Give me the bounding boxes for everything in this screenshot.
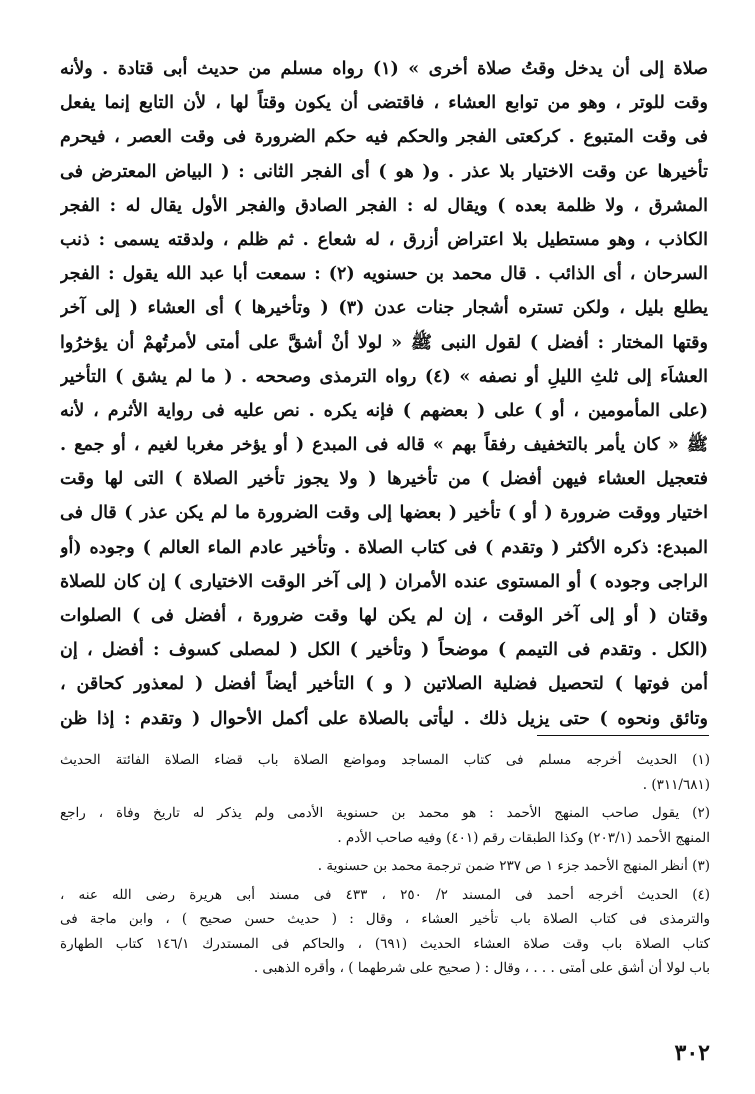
footnote-4: [60, 883, 710, 981]
footnote-3: [60, 854, 710, 879]
body-line: (على المأمومين ، أو ) على ( بعضهم ) فإنه يكره . نص عليه فى رواية الأثرم ، لأنه: [60, 400, 708, 421]
body-line: وقتان ( أو إلى آخر الوقت ، إن لم يكن لها وقت ضرورة ، أفضل فى ) الصلوات: [60, 606, 708, 626]
body-line: المشرق ، ولا ظلمة بعده ) ويقال له : الفجر الصادق والفجر الأول يقال له : الفجر: [60, 195, 708, 216]
footnote-line: (٤) الحديث أخرجه أحمد فى المسند ٢/ ٢٥٠ ، ٤٣٣ فى مسند أبى هريرة رضى الله عنه ،: [60, 886, 710, 903]
body-line: يطلع بليل ، ولكن تستره أشجار جنات عدن (٣) ( وتأخيرها ) أى العشاء ( إلى آخر: [60, 298, 708, 319]
footnote-line: (٣١١/٦٨١) .: [642, 776, 710, 793]
footnote-separator: [537, 735, 709, 736]
body-line: العشاَء إلى ثلثِ الليلِ أو نصفه » (٤) رواه الترمذى وصححه . ( ما لم يشق ) التأخير: [60, 366, 708, 387]
footnote-line: (٢) يقول صاحب المنهج الأحمد : هو محمد بن حسنوية الأدمى ولم يذكر له تاريخ وفاة ، راجع: [60, 805, 710, 821]
body-line: اختيار ووقت ضرورة ( أو ) تأخير ( بعضها إلى وقت الضرورة ما لم يكن عذر ) قال فى: [60, 503, 708, 524]
footnote-line: كتاب الصلاة باب وقت صلاة العشاء الحديث (٦٩١) ، والحاكم فى المستدرك ١٤٦/١ كتاب الطهارة: [60, 935, 710, 952]
body-line: الراجى وجوده ) أو المستوى عنده الأمران ( إلى آخر الوقت الاختيارى ) إن كان للصلاة: [60, 571, 708, 592]
body-line: أمن فوتها ) لتحصيل فضلية الصلاتين ( و ) التأخير أيضاً أفضل ( لمعذور كحاقن ،: [60, 674, 708, 695]
page-number: ٣٠٢: [674, 1040, 710, 1066]
body-line: وتائق ونحوه ) حتى يزيل ذلك . ليأتى بالصلاة على أكمل الأحوال ( وتقدم : إذا ظن: [60, 708, 708, 729]
main-text-block: [60, 52, 708, 736]
footnote-1: [60, 748, 710, 797]
body-line: تأخيرها عن وقت الاختيار بلا عذر . و( هو ) أى الفجر الثانى : ( البياض المعترض فى: [60, 161, 708, 182]
body-line: وقتها المختار : أفضل ) لقول النبى ﷺ « لولا أنْ أشقَّ على أمتى لأمرتُهمْ أن يؤخرُوا: [60, 332, 708, 353]
body-line: فتعجيل العشاء فيهن أفضل ) من تأخيرها ( ولا يجوز تأخير الصلاة ) التى لها وقت: [60, 469, 708, 490]
body-line: فى وقت المتبوع . كركعتى الفجر والحكم فيه حكم الضرورة فى وقت العصر ، فيحرم: [60, 127, 708, 148]
footnote-line: (٣) أنظر المنهج الأحمد جزء ١ ص ٢٣٧ ضمن ترجمة محمد بن حسنوية .: [317, 858, 710, 874]
footnote-line: المنهج الأحمد (٢٠٣/١) وكذا الطبقات رقم (٤٠١) وفيه صاحب الأدم .: [337, 829, 710, 846]
footnote-line: (١) الحديث أخرجه مسلم فى كتاب المساجد ومواضع الصلاة باب قضاء الصلاة الفائتة الحديث: [60, 752, 710, 768]
footnote-line: باب لولا أن أشق على أمتى . . . ، وقال : ( صحيح على شرطهما ) ، وأقره الذهبى .: [253, 960, 710, 976]
body-line: ﷺ « كان يأمر بالتخفيف رفقاً بهم » قاله فى المبدع ( أو يؤخر مغربا لغيم ، أو جمع .: [60, 435, 708, 456]
footnotes-block: [60, 748, 710, 981]
body-line: السرحان ، أى الذائب . قال محمد بن حسنويه (٢) : سمعت أبا عبد الله يقول : الفجر: [60, 264, 708, 285]
body-line: وقت للوتر ، وهو من توابع العشاء ، فاقتضى أن يكون وقتاً لها ، لأن التابع إنما يفعل: [60, 93, 708, 114]
footnote-line: والترمذى فى كتاب الصلاة باب تأخير العشاء ، وقال : ( حديث حسن صحيح ) ، وابن ماجة فى: [60, 911, 710, 927]
body-line: الكاذب ، وهو مستطيل بلا اعتراض أزرق ، له شعاع . ثم ظلم ، ولدقته يسمى : ذنب: [60, 229, 708, 250]
body-line: صلاة إلى أن يدخل وقتُ صلاة أخرى » (١) رواه مسلم من حديث أبى قتادة . ولأنه: [60, 59, 708, 79]
body-line: المبدع: ذكره الأكثر ( وتقدم ) فى كتاب الصلاة . وتأخير عادم الماء العالم ) وجوده (أو: [60, 537, 708, 558]
footnote-2: [60, 801, 710, 850]
body-line: (الكل . وتقدم فى التيمم ) موضحاً ( وتأخير ) الكل ( لمصلى كسوف : أفضل ، إن: [60, 640, 708, 661]
